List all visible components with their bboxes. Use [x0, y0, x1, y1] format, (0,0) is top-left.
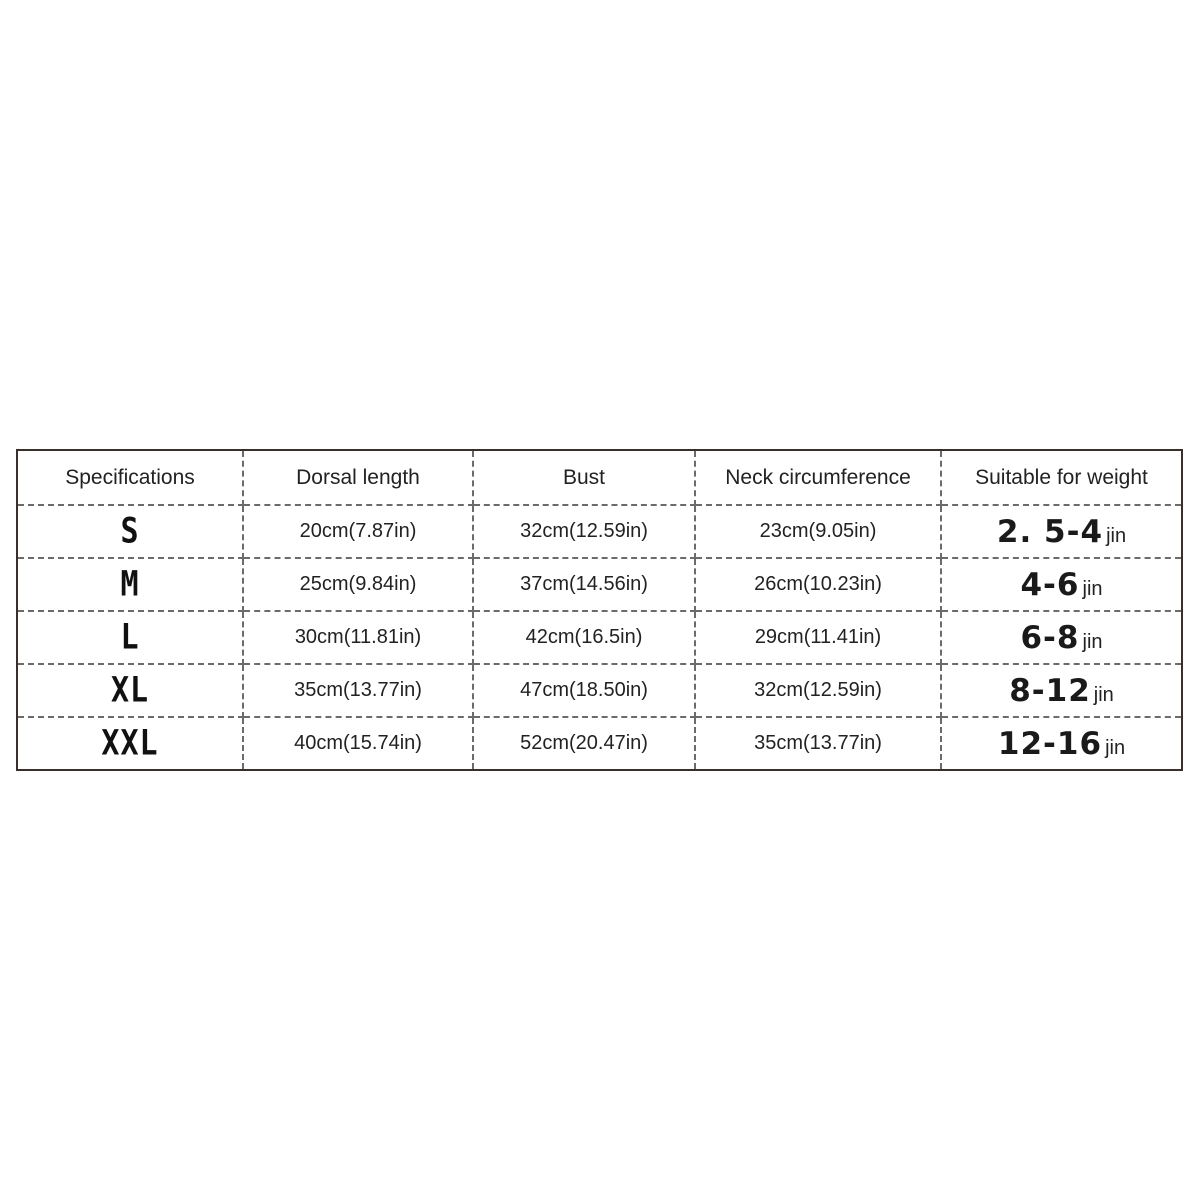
dorsal-length-value: 25cm(9.84in) [243, 558, 473, 611]
size-label: M [17, 554, 243, 615]
table-row [17, 611, 1182, 664]
weight-value: 4-6 [1020, 566, 1080, 603]
table-row [17, 717, 1182, 770]
weight-cell [941, 505, 1182, 558]
size-label: XL [17, 660, 243, 721]
neck-value: 29cm(11.41in) [695, 611, 941, 664]
header-specifications: Specifications [17, 450, 243, 505]
weight-unit: jin [1082, 577, 1103, 600]
header-dorsal-length: Dorsal length [243, 450, 473, 505]
bust-value: 52cm(20.47in) [473, 717, 695, 770]
header-suitable-for-weight: Suitable for weight [941, 450, 1182, 505]
neck-value: 32cm(12.59in) [695, 664, 941, 717]
dorsal-length-value: 35cm(13.77in) [243, 664, 473, 717]
header-row [17, 450, 1182, 505]
dorsal-length-value: 20cm(7.87in) [243, 505, 473, 558]
weight-value: 6-8 [1020, 619, 1080, 656]
dorsal-length-value: 30cm(11.81in) [243, 611, 473, 664]
weight-cell [941, 558, 1182, 611]
size-chart-table [16, 449, 1183, 771]
size-label: XXL [17, 713, 243, 774]
bust-value: 32cm(12.59in) [473, 505, 695, 558]
neck-value: 35cm(13.77in) [695, 717, 941, 770]
header-bust: Bust [473, 450, 695, 505]
bust-value: 37cm(14.56in) [473, 558, 695, 611]
bust-value: 42cm(16.5in) [473, 611, 695, 664]
neck-value: 23cm(9.05in) [695, 505, 941, 558]
size-label: L [17, 607, 243, 668]
dorsal-length-value: 40cm(15.74in) [243, 717, 473, 770]
weight-unit: jin [1082, 630, 1103, 653]
weight-cell [941, 717, 1182, 770]
weight-value: 12-16 [997, 725, 1103, 762]
weight-unit: jin [1106, 524, 1127, 547]
weight-value: 2. 5-4 [996, 513, 1104, 550]
bust-value: 47cm(18.50in) [473, 664, 695, 717]
weight-cell [941, 611, 1182, 664]
header-neck-circumference: Neck circumference [695, 450, 941, 505]
weight-unit: jin [1093, 683, 1114, 706]
table-row [17, 558, 1182, 611]
weight-unit: jin [1105, 736, 1126, 759]
size-label: S [17, 501, 243, 562]
table-row [17, 664, 1182, 717]
table-row [17, 505, 1182, 558]
weight-cell [941, 664, 1182, 717]
neck-value: 26cm(10.23in) [695, 558, 941, 611]
weight-value: 8-12 [1009, 672, 1091, 709]
